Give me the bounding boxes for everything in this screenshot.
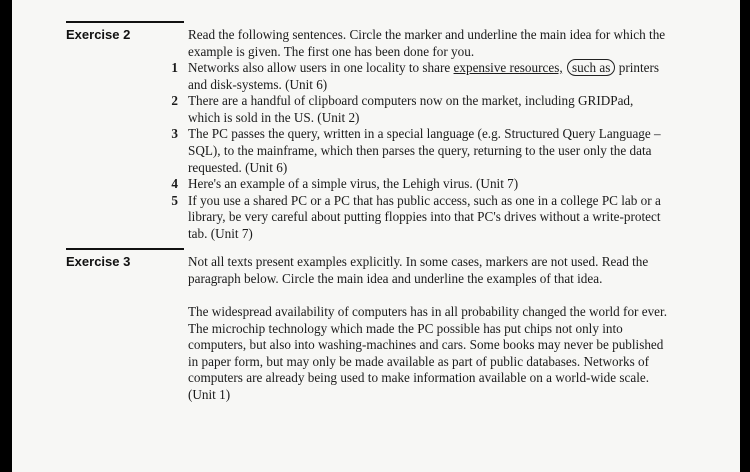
exercise-2-item-1 — [171, 60, 668, 93]
underlined-main-idea: expensive resources, — [453, 60, 563, 75]
item-number: 3 — [171, 126, 178, 142]
exercise-2-heading: Exercise 2 — [66, 21, 184, 42]
exercise-3-heading: Exercise 3 — [66, 248, 184, 269]
item-number: 1 — [171, 60, 178, 75]
exercise-2-instructions: Read the following sentences. Circle the marker and underline the main idea for which the example is given. The first one has been done for you. — [188, 27, 666, 59]
exercise-2-item-3 — [171, 126, 668, 176]
exercise-2-item-5 — [171, 192, 668, 243]
item-text-after: printers and disk-systems. (Unit 6) — [188, 60, 660, 92]
exercise-3-instructions: Not all texts present examples explicitly. In some cases, markers are not used. Read the paragraph below. Circle the main idea and underline the examples of that idea. — [188, 254, 649, 286]
item-number: 5 — [171, 192, 178, 208]
exercise-2-item-list — [171, 60, 668, 243]
exercise-2-item-4 — [171, 176, 668, 193]
item-number: 2 — [171, 93, 178, 109]
textbook-page — [12, 0, 740, 472]
exercise-3-paragraph: The widespread availability of computers has in all probability changed the world for ever. The microchip technology which made the PC possible has put chips not only into computers, but also into washing-machines and cars. Some books may never be published in paper form, but may only be made available as part of public databases. Networks of computers are already being used to make information available on a world-wide scale. (Unit 1) — [188, 304, 667, 402]
exercise-2-item-2 — [171, 93, 668, 126]
circled-marker: such as — [567, 59, 615, 76]
item-text: If you use a shared PC or a PC that has public access, such as one in a college PC lab or a library, be very careful about putting floppies into that PC's drives without a write-protect tab. (Unit 7) — [188, 192, 661, 241]
item-text: The PC passes the query, written in a special language (e.g. Structured Query Language – SQL), to the mainframe, which then parses the query, returning to the user only the data requested. (Unit 6) — [188, 126, 661, 175]
item-number: 4 — [171, 176, 178, 192]
item-text: There are a handful of clipboard computers now on the market, including GRIDPad, which is sold in the US. (Unit 2) — [188, 93, 634, 125]
item-text: Here's an example of a simple virus, the Lehigh virus. (Unit 7) — [188, 176, 519, 192]
item-text-before: Networks also allow users in one locality to share — [188, 60, 454, 75]
